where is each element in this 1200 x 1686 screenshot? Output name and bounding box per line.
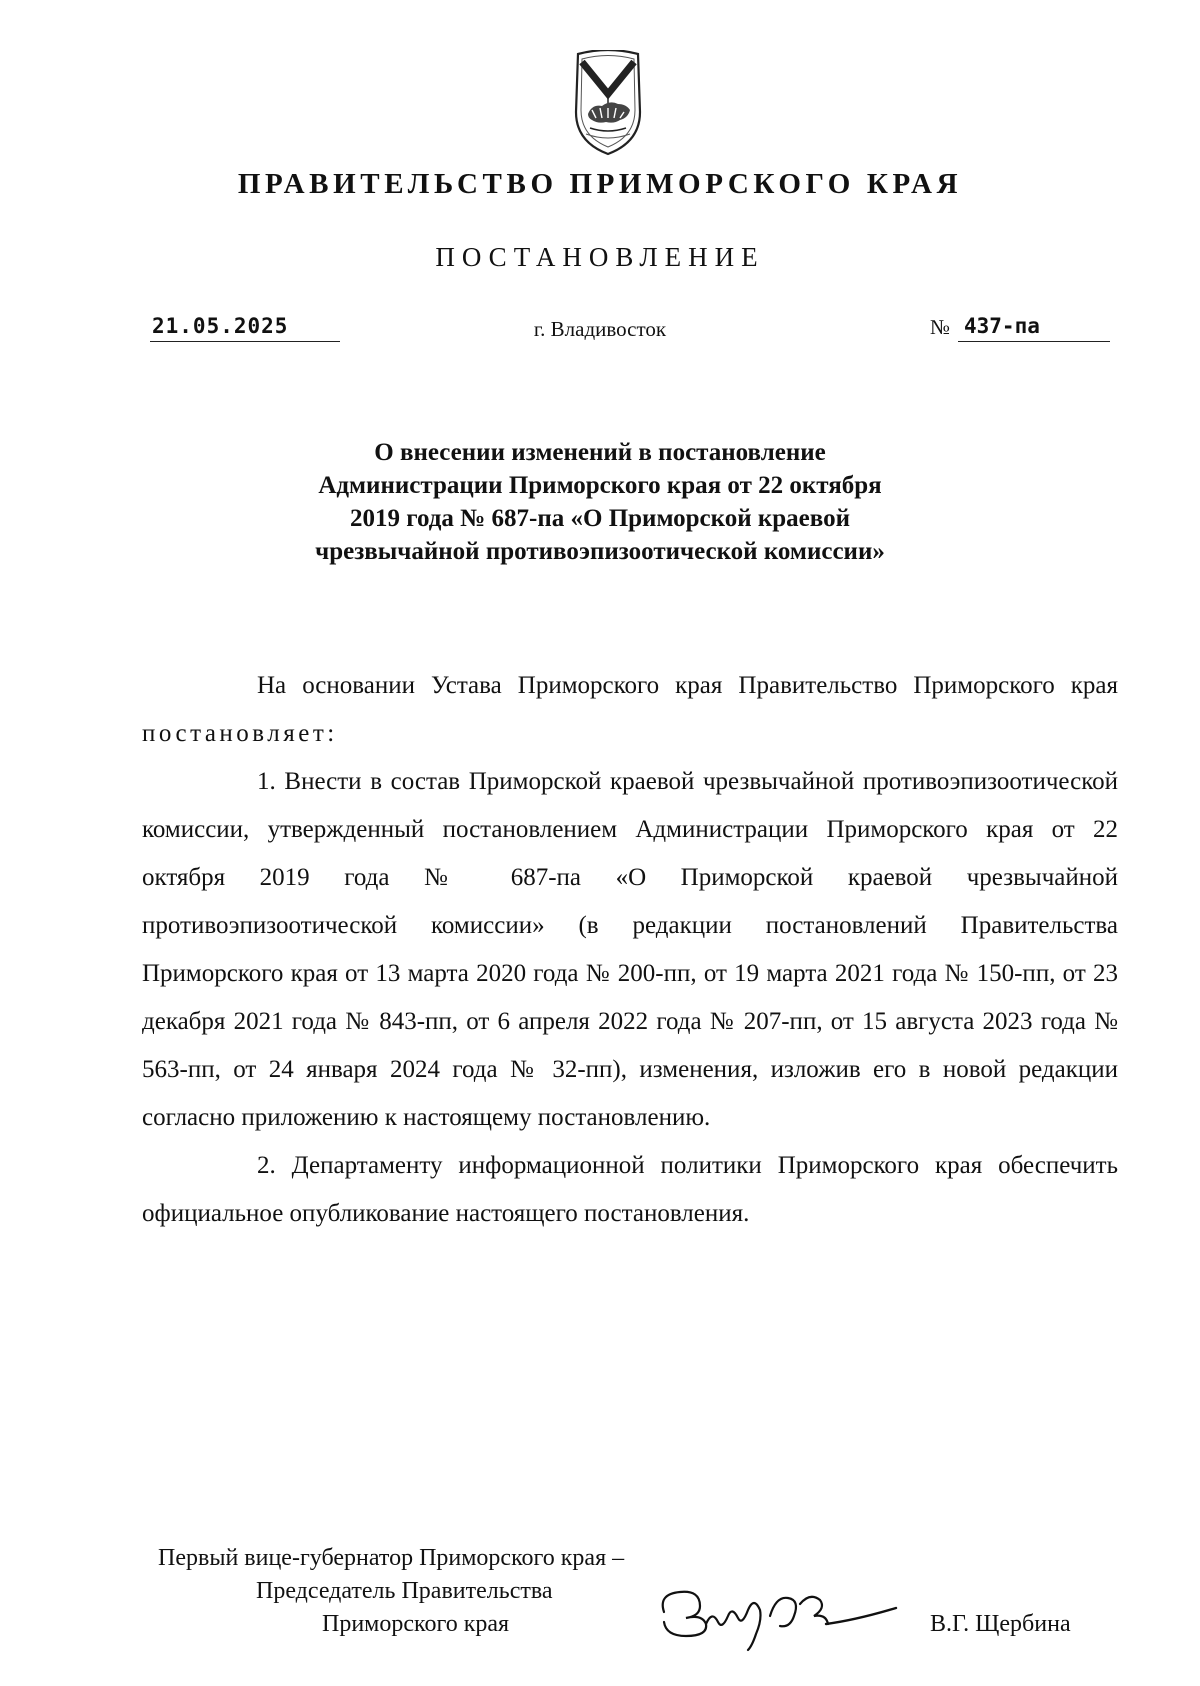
intro-paragraph	[142, 662, 1118, 758]
signatory-title-line-3: Приморского края	[322, 1611, 510, 1637]
document-number: 437-па	[964, 314, 1040, 338]
item-2-paragraph: 2. Департаменту информационной политики Приморского края обеспечить официальное опубликование настоящего постановления.	[142, 1152, 1118, 1227]
signatory-title-line-2: Председатель Правительства	[256, 1578, 553, 1604]
document-date: 21.05.2025	[152, 314, 289, 338]
heading-line: О внесении изменений в постановление	[374, 439, 826, 466]
city-label: г. Владивосток	[533, 317, 667, 341]
signatory-title-line-1: Первый вице-губернатор Приморского края –	[158, 1545, 625, 1571]
heading-line: Администрации Приморского края от 22 октября	[318, 472, 882, 499]
number-label: №	[930, 315, 951, 339]
item-1-paragraph: 1. Внести в состав Приморской краевой чрезвычайной противоэпизоотической комиссии, утвержденный постановлением Администрации Приморского края от 22 октября 2019 года № 687-па «О Приморской краевой чрезвычайной противоэпизоотической комиссии» (в редакции постановлений Правительства Приморского края от 13 марта 2020 года № 200-пп, от 19 марта 2021 года № 150-пп, от 23 декабря 2021 года № 843-пп, от 6 апреля 2022 года № 207-пп, от 15 августа 2023 года № 563-пп, от 24 января 2024 года № 32-пп), изменения, изложив его в новой редакции согласно приложению к настоящему постановлению.	[142, 768, 1118, 1131]
signatory-name: В.Г. Щербина	[930, 1611, 1071, 1637]
document-type: ПОСТАНОВЛЕНИЕ	[435, 242, 765, 272]
coat-of-arms-icon	[570, 50, 646, 158]
document-heading	[260, 436, 940, 568]
handwritten-signature	[650, 1568, 910, 1668]
government-title: ПРАВИТЕЛЬСТВО ПРИМОРСКОГО КРАЯ	[237, 168, 963, 200]
intro-text: На основании Устава Приморского края Правительство Приморского края	[257, 672, 1118, 699]
document-body	[142, 662, 1118, 1238]
number-field	[958, 314, 1110, 342]
heading-line: 2019 года № 687-па «О Приморской краевой	[349, 505, 851, 532]
decree-word: постановляет:	[142, 720, 338, 747]
heading-line: чрезвычайной противоэпизоотической комиссии»	[315, 538, 885, 565]
